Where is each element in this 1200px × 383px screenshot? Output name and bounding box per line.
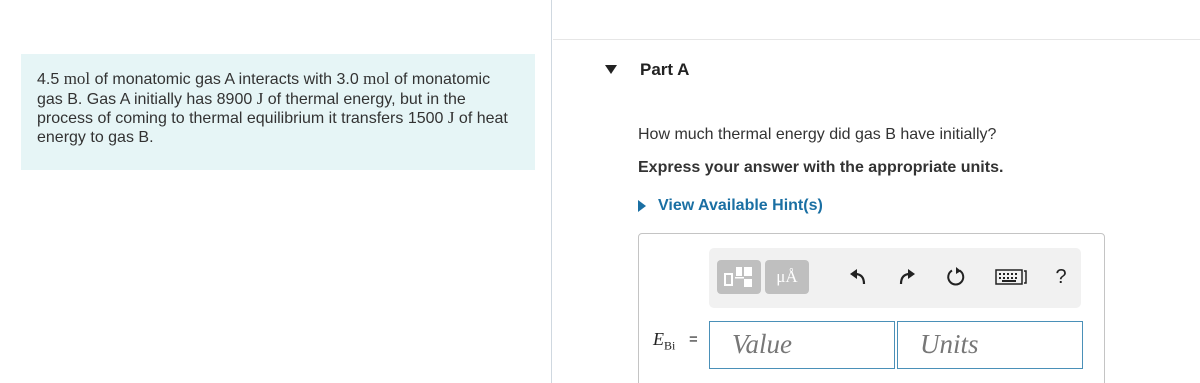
problem-text-part: 4.5 xyxy=(37,71,64,88)
problem-statement xyxy=(37,70,519,147)
reset-icon xyxy=(945,266,967,288)
variable-subscript: Bi xyxy=(664,338,676,353)
value-input[interactable]: Value xyxy=(709,321,895,369)
variable-symbol: E xyxy=(653,329,664,349)
answer-variable-label xyxy=(653,329,675,354)
unit-joule: J xyxy=(447,108,455,127)
templates-button[interactable] xyxy=(717,260,761,294)
part-header[interactable] xyxy=(553,39,1200,101)
problem-text-part: of monatomic gas A interacts with 3.0 xyxy=(90,71,364,88)
undo-button[interactable] xyxy=(846,262,870,292)
undo-icon xyxy=(848,267,868,287)
units-button[interactable] xyxy=(765,260,809,294)
triangle-down-icon[interactable] xyxy=(605,65,617,74)
question-pane xyxy=(553,0,1200,383)
unit-mol: mol xyxy=(363,69,390,88)
units-input[interactable]: Units xyxy=(897,321,1083,369)
question-text: How much thermal energy did gas B have initially? xyxy=(638,126,997,143)
templates-icon xyxy=(722,265,756,289)
help-button[interactable] xyxy=(1049,262,1073,292)
problem-pane xyxy=(0,0,552,383)
equals-sign: = xyxy=(689,331,698,348)
redo-button[interactable] xyxy=(895,262,919,292)
problem-statement-box xyxy=(21,54,535,170)
problem-text-part: of thermal energy, but in the process of coming to thermal equilibrium it transfers 1500 xyxy=(37,90,466,127)
keyboard-button[interactable] xyxy=(995,262,1029,292)
problem-text-part: of monatomic gas B. Gas A initially has 8900 xyxy=(37,71,491,108)
answer-box xyxy=(638,233,1105,383)
units-button-label: μÅ xyxy=(776,267,798,286)
math-toolbar xyxy=(709,248,1081,308)
keyboard-icon xyxy=(995,268,1029,286)
triangle-right-icon xyxy=(638,200,646,212)
part-title: Part A xyxy=(640,60,690,79)
unit-mol: mol xyxy=(63,69,91,88)
reset-button[interactable] xyxy=(944,262,968,292)
hint-link-label: View Available Hint(s) xyxy=(658,197,823,214)
unit-joule: J xyxy=(256,88,264,108)
help-icon: ? xyxy=(1055,265,1067,288)
instruction-text: Express your answer with the appropriate units. xyxy=(638,159,1004,176)
problem-text-part: of heat energy to gas B. xyxy=(37,110,508,146)
redo-icon xyxy=(897,267,917,287)
view-hints-link[interactable] xyxy=(638,197,823,215)
